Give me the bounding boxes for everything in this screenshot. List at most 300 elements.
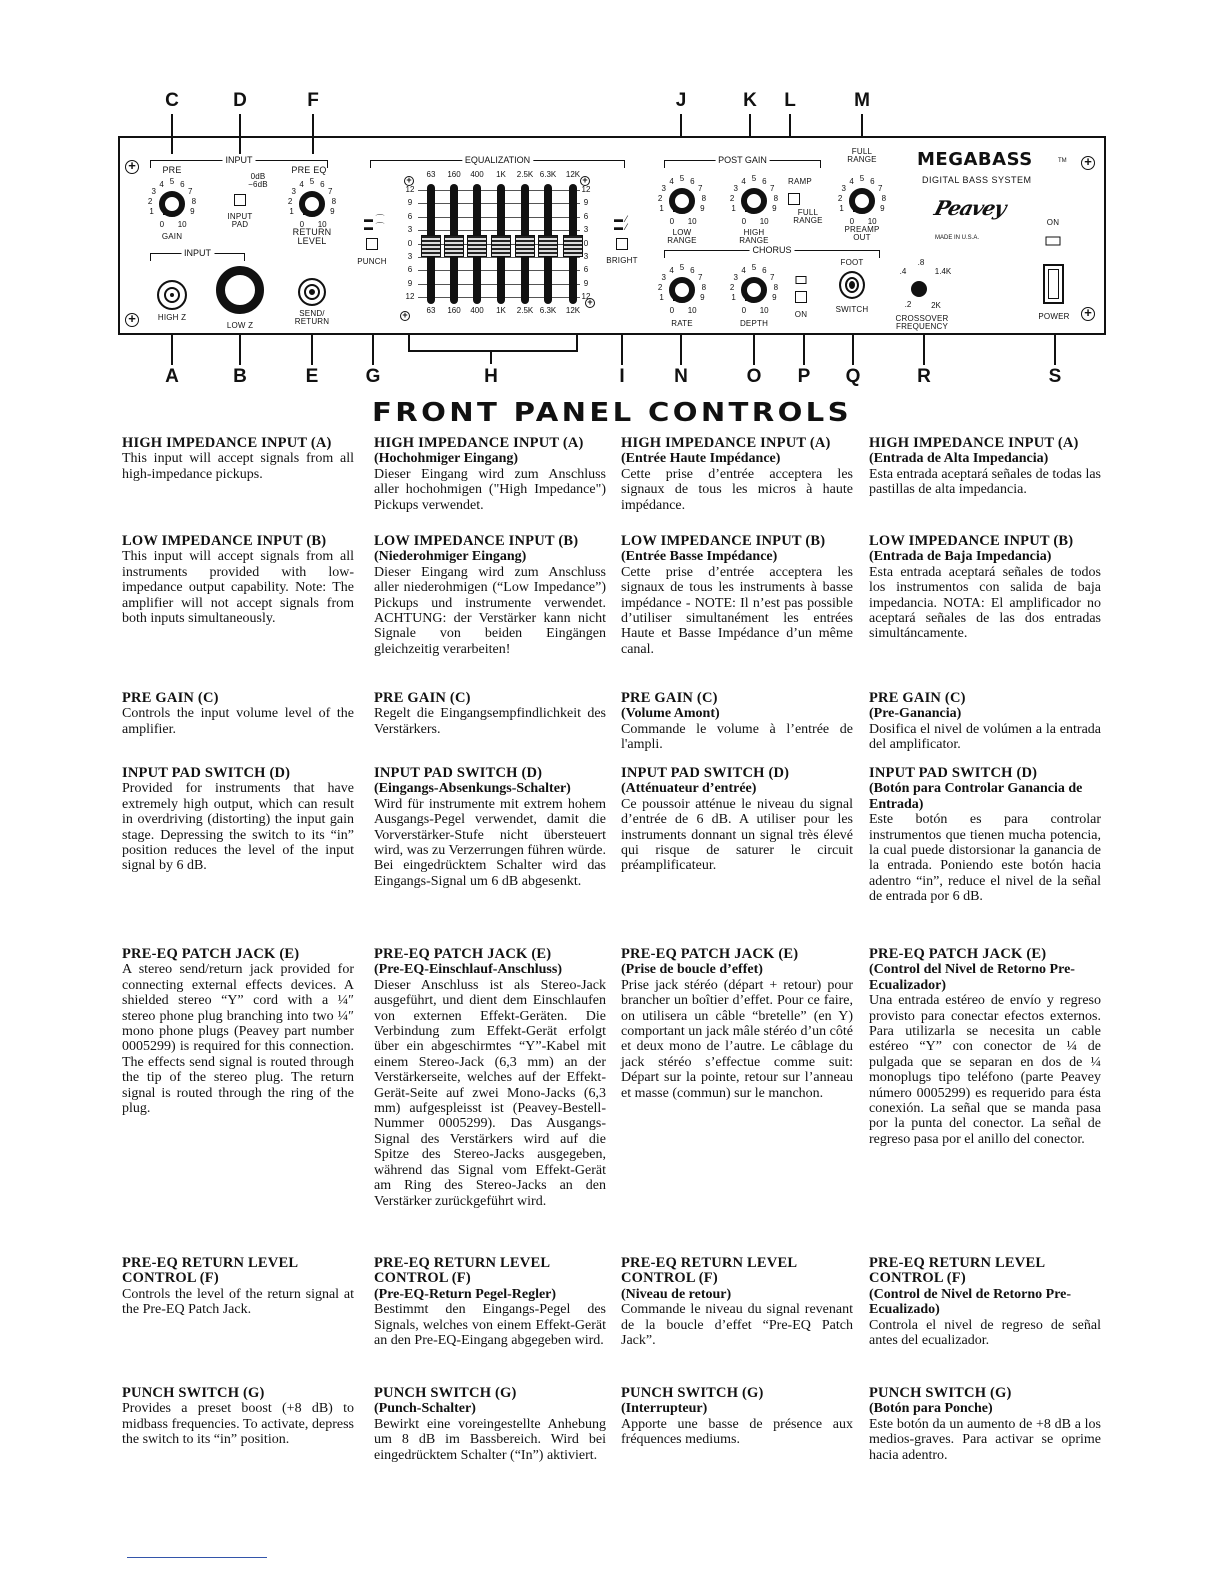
input-pad-switch[interactable] xyxy=(234,194,246,206)
eq-slider-160[interactable] xyxy=(444,235,464,257)
power-led xyxy=(1046,237,1061,246)
callout-m: M xyxy=(854,90,870,111)
knob-scale-label: 5 xyxy=(309,177,315,186)
knob-scale-label: 0 xyxy=(669,305,675,315)
description-subtitle: (Atténuateur d’entrée) xyxy=(621,781,757,797)
bright-switch[interactable] xyxy=(616,238,628,250)
preamp-out-knob[interactable] xyxy=(849,188,875,214)
knob-scale-label: 3 xyxy=(733,183,738,193)
knob-scale-label: 6 xyxy=(320,179,325,189)
power-label: POWER xyxy=(1038,312,1070,321)
leader-line xyxy=(372,335,374,365)
description-body: Bewirkt eine voreingestellte Anhebung um 8 dB im Bassbereich. Wird bei eingedrücktem Schalter (“In”) aktiviert. xyxy=(374,1416,606,1463)
eq-scale-label: 12 xyxy=(405,185,415,194)
knob-scale-label: 5 xyxy=(679,174,685,183)
knob-scale-label: 9 xyxy=(700,204,705,214)
eq-band-label: 6.3K xyxy=(539,170,557,179)
description-subtitle: (Niederohmiger Eingang) xyxy=(374,549,527,565)
description-body: Dosifica el nivel de volúmen a la entrada del amplificator. xyxy=(869,721,1101,753)
control-description xyxy=(621,1256,853,1348)
eq-band-label: 12K xyxy=(565,306,581,315)
knob-scale-label: 2 xyxy=(287,196,293,206)
description-title: INPUT PAD SWITCH (D) xyxy=(869,765,1038,781)
high-z-jack[interactable] xyxy=(157,280,187,310)
eq-scale-label: 12 xyxy=(581,185,591,194)
punch-curve-icon: ▬ ⌒ ▬ ⌒ xyxy=(364,214,385,232)
screw-icon: + xyxy=(125,160,139,174)
knob-scale-label: 3 xyxy=(291,186,296,196)
chorus-on-switch[interactable] xyxy=(795,291,807,303)
knob-scale-label: 2 xyxy=(729,282,735,292)
eq-slider-63[interactable] xyxy=(421,235,441,257)
eq-slider-2.5K[interactable] xyxy=(515,235,535,257)
description-body: Bestimmt den Eingangs-Pegel des Signals, welches von einem Effekt-Gerät an den Pre-EQ-Eingang abgegeben wird. xyxy=(374,1302,606,1349)
knob-scale-label: 4 xyxy=(159,179,164,189)
control-description xyxy=(122,691,354,737)
eq-slider-12K[interactable] xyxy=(563,235,583,257)
description-title: INPUT PAD SWITCH (D) xyxy=(122,765,291,781)
eq-band-label: 1K xyxy=(496,306,506,315)
control-description xyxy=(869,534,1101,642)
description-title: LOW IMPEDANCE INPUT (B) xyxy=(122,533,327,549)
crossover-scale-label: 1.4K xyxy=(934,267,952,276)
description-title: PUNCH SWITCH (G) xyxy=(869,1385,1012,1401)
knob-scale-label: 10 xyxy=(317,219,327,229)
return-level-label: RETURN LEVEL xyxy=(292,227,332,246)
description-title: PRE GAIN (C) xyxy=(621,690,718,706)
control-description xyxy=(122,1386,354,1448)
knob-scale-label: 5 xyxy=(679,263,685,272)
eq-slider-1K[interactable] xyxy=(491,235,511,257)
knob-scale-label: 1 xyxy=(731,293,736,303)
knob-scale-label: 4 xyxy=(669,265,674,275)
leader-line xyxy=(490,352,492,364)
leader-line xyxy=(680,335,682,365)
send-return-label: SEND/ RETURN xyxy=(294,309,330,326)
leader-line xyxy=(753,335,755,365)
punch-label: PUNCH xyxy=(357,257,387,266)
description-subtitle: (Botón para Controlar Ganancia de Entrada) xyxy=(869,781,1083,812)
rate-label: RATE xyxy=(671,319,693,328)
callout-g: G xyxy=(365,366,381,387)
knob-scale-label: 6 xyxy=(762,265,767,275)
description-title: PUNCH SWITCH (G) xyxy=(122,1385,265,1401)
description-title: PRE-EQ RETURN LEVEL CONTROL (F) xyxy=(122,1255,299,1287)
knob-scale-label: 1 xyxy=(659,204,664,214)
knob-scale-label: 1 xyxy=(149,207,154,217)
callout-k: K xyxy=(743,90,757,111)
description-subtitle: (Volume Amont) xyxy=(621,706,720,722)
foot-label: FOOT xyxy=(840,258,864,267)
knob-scale-label: 10 xyxy=(867,216,877,226)
description-body: Cette prise d’entrée acceptera les signaux de tous les micros à haute impédance. xyxy=(621,466,853,513)
knob-scale-label: 0 xyxy=(741,305,747,315)
knob-scale-label: 6 xyxy=(180,179,185,189)
full-range-switch-label: FULL RANGE xyxy=(793,208,823,225)
callout-a: A xyxy=(165,366,179,387)
leader-line xyxy=(749,114,751,138)
knob-scale-label: 3 xyxy=(151,186,156,196)
description-title: PRE-EQ PATCH JACK (E) xyxy=(122,946,300,962)
callout-n: N xyxy=(674,366,688,387)
control-description xyxy=(122,766,354,874)
knob-scale-label: 0 xyxy=(849,216,855,226)
control-description xyxy=(122,534,354,626)
description-subtitle: (Niveau de retour) xyxy=(621,1286,732,1302)
callout-h: H xyxy=(484,366,498,387)
crossover-scale-label: .4 xyxy=(899,267,907,276)
screw-icon: + xyxy=(585,298,595,308)
knob-scale-label: 7 xyxy=(188,186,193,196)
knob-scale-label: 10 xyxy=(687,305,697,315)
callout-q: Q xyxy=(845,366,861,387)
callout-r: R xyxy=(917,366,931,387)
page-title: FRONT PANEL CONTROLS xyxy=(372,398,852,428)
knob-scale-label: 7 xyxy=(698,272,703,282)
knob-scale-label: 6 xyxy=(690,176,695,186)
eq-band-label: 12K xyxy=(565,170,581,179)
knob-scale-label: 2 xyxy=(657,193,663,203)
callout-s: S xyxy=(1048,366,1062,387)
description-subtitle: (Hochohmiger Eingang) xyxy=(374,451,519,467)
control-description xyxy=(869,947,1101,1147)
control-description xyxy=(122,947,354,1116)
description-title: PUNCH SWITCH (G) xyxy=(621,1385,764,1401)
leader-line xyxy=(1054,335,1056,365)
knob-scale-label: 9 xyxy=(772,204,777,214)
power-on-label: ON xyxy=(1046,218,1060,227)
callout-e: E xyxy=(305,366,319,387)
leader-line xyxy=(171,335,173,365)
callout-o: O xyxy=(746,366,762,387)
ramp-full-range-switch[interactable] xyxy=(788,193,800,205)
knob-scale-label: 7 xyxy=(770,272,775,282)
leader-line xyxy=(239,335,241,365)
knob-scale-label: 2 xyxy=(837,193,843,203)
description-title: LOW IMPEDANCE INPUT (B) xyxy=(621,533,826,549)
eq-scale-label: 6 xyxy=(407,211,413,221)
pre-eq-return-level-knob[interactable] xyxy=(299,191,325,217)
control-description xyxy=(621,534,853,657)
description-body: Prise jack stéréo (départ + retour) pour brancher un boîtier d’effet. Pour ce faire, on utilisera un câble “bretelle” (en Y) comportant un jack mâle stéréo d’un côté et deux mono de l’autre. Le câblage du jack stéréo s’effectue comme suit: Départ sur la pointe, retour sur l’anneau et masse (commun) sur le manchon. xyxy=(621,977,853,1101)
post-gain-header xyxy=(664,155,821,168)
control-description xyxy=(621,1386,853,1448)
control-description xyxy=(621,947,853,1101)
eq-band-label: 2.5K xyxy=(516,306,534,315)
description-body: Provided for instruments that have extremely high output, which can result in overdriving (distorting) the input gain stage. Depressing the switch to its “in” position reduces the level of the input signal by 6 dB. xyxy=(122,781,354,874)
description-body: A stereo send/return jack provided for connecting external effects devices. A shielded stereo “Y” cord with a ¼″ stereo phone plug branching into two ¼″ mono phone plugs (Peavey part number 0005299) is required for this connection. The effects send signal is routed through the tip of the stereo plug. The return signal is routed through the ring of the plug. xyxy=(122,962,354,1117)
knob-scale-label: 3 xyxy=(733,272,738,282)
knob-scale-label: 0 xyxy=(741,216,747,226)
description-subtitle: (Pre-EQ-Einschlauf-Anschluss) xyxy=(374,962,562,978)
callout-c: C xyxy=(165,90,179,111)
description-body: Dieser Anschluss ist als Stereo-Jack ausgeführt, und dient dem Einschlaufen von externen Effekt-Geräten. Die Verbindung zum Effekt-Gerät erfolgt über ein abgeschirmtes “Y”-Kabel mit einem Stereo-Jack (6,3 mm) an der Verstärkerseite, welches auf der Effekt-Gerät-Seite auf zwei Mono-Jacks (6,3 mm) aufgespleisst ist (Peavey-Bestell-Nummer 0005299). Das Ausgangs-Signal des Verstärkers wird auf die Spitze des Stereo-Jacks ausgegeben, während das Signal vom Effekt-Gerät am Ring des Stereo-Jacks an den Verstärker zurückgeführt wird. xyxy=(374,977,606,1209)
knob-scale-label: 4 xyxy=(741,176,746,186)
knob-scale-label: 5 xyxy=(169,177,175,186)
knob-scale-label: 7 xyxy=(698,183,703,193)
knob-scale-label: 5 xyxy=(751,263,757,272)
depth-knob[interactable] xyxy=(741,277,767,303)
description-body: Regelt die Eingangsempfindlichkeit des Verstärkers. xyxy=(374,706,606,737)
description-subtitle: (Punch-Schalter) xyxy=(374,1401,476,1417)
eq-scale-label: 0 xyxy=(407,238,413,248)
knob-scale-label: 6 xyxy=(690,265,695,275)
eq-scale-label: 0 xyxy=(583,238,589,248)
knob-scale-label: 9 xyxy=(190,207,195,217)
knob-scale-label: 3 xyxy=(661,183,666,193)
crossover-knob[interactable] xyxy=(911,281,927,297)
eq-scale-label: 9 xyxy=(407,198,413,208)
knob-scale-label: 3 xyxy=(661,272,666,282)
description-body: Ce poussoir atténue le niveau du signal d’entrée de 6 dB. A utiliser pour les instruments donnant un signal très élevé qui risque de saturer le circuit préamplificateur. xyxy=(621,796,853,874)
description-title: PRE GAIN (C) xyxy=(122,690,219,706)
knob-scale-label: 9 xyxy=(880,204,885,214)
depth-label: DEPTH xyxy=(739,319,769,328)
knob-scale-label: 9 xyxy=(700,293,705,303)
knob-scale-label: 4 xyxy=(669,176,674,186)
leader-line xyxy=(311,335,313,365)
control-description xyxy=(122,1256,354,1318)
knob-scale-label: 1 xyxy=(289,207,294,217)
eq-scale-label: 12 xyxy=(581,292,591,302)
eq-band-label: 63 xyxy=(426,170,436,179)
leader-line xyxy=(923,335,925,365)
control-description xyxy=(374,766,606,889)
input-header-label: INPUT xyxy=(223,155,256,165)
screw-icon: + xyxy=(125,313,139,327)
knob-scale-label: 0 xyxy=(299,219,305,229)
description-title: PRE-EQ RETURN LEVEL CONTROL (F) xyxy=(621,1255,798,1287)
control-description xyxy=(621,766,853,874)
knob-scale-label: 10 xyxy=(759,216,769,226)
description-title: LOW IMPEDANCE INPUT (B) xyxy=(869,533,1074,549)
description-subtitle: (Control de Nivel de Retorno Pre-Ecualizado) xyxy=(869,1286,1072,1318)
input-jacks-header-label: INPUT xyxy=(181,248,214,258)
description-body: Provides a preset boost (+8 dB) to midbass frequencies. To activate, depress the switch to its “in” position. xyxy=(122,1401,354,1448)
knob-scale-label: 8 xyxy=(881,193,887,203)
description-subtitle: (Entrada de Baja Impedancia) xyxy=(869,549,1052,565)
bright-label: BRIGHT xyxy=(606,256,638,265)
knob-scale-label: 0 xyxy=(669,216,675,226)
knob-scale-label: 8 xyxy=(773,193,779,203)
knob-scale-label: 7 xyxy=(770,183,775,193)
eq-band-label: 2.5K xyxy=(516,170,534,179)
low-z-xlr-jack[interactable] xyxy=(216,266,264,314)
knob-scale-label: 8 xyxy=(773,282,779,292)
knob-scale-label: 4 xyxy=(741,265,746,275)
control-description xyxy=(374,1386,606,1463)
knob-scale-label: 3 xyxy=(841,183,846,193)
screw-icon: + xyxy=(1081,307,1095,321)
knob-scale-label: 5 xyxy=(751,174,757,183)
screw-icon: + xyxy=(400,311,410,321)
control-description xyxy=(374,691,606,737)
description-title: HIGH IMPEDANCE INPUT (A) xyxy=(869,435,1079,451)
eq-scale-label: 9 xyxy=(583,278,589,288)
knob-scale-label: 2 xyxy=(657,282,663,292)
control-description xyxy=(374,534,606,657)
description-body: Controls the input volume level of the amplifier. xyxy=(122,706,354,737)
knob-scale-label: 6 xyxy=(762,176,767,186)
low-z-label: LOW Z xyxy=(226,321,254,330)
eq-slider-400[interactable] xyxy=(467,235,487,257)
description-body: Una entrada estéreo de envío y regreso provisto para conectar efectos externos. Para utilizarla se necesita un cable estéreo “Y” con conector de ¼ de pulgada que se separan en dos de ¼ monoplugs tipo teléfono (parte Peavey número 0005299) es requerido para ésta conexión. La señal que se manda pasa por la punta del conector. La señal de regreso pasa por el anillo del conector. xyxy=(869,993,1101,1147)
input-pad-label: INPUT PAD xyxy=(227,212,253,229)
description-title: PRE-EQ RETURN LEVEL CONTROL (F) xyxy=(869,1255,1046,1287)
control-description xyxy=(374,1256,606,1348)
made-in-usa-label: MADE IN U.S.A. xyxy=(935,235,980,241)
crossover-scale-label: .8 xyxy=(917,258,925,267)
eq-scale-label: 3 xyxy=(583,252,589,261)
eq-band-label: 6.3K xyxy=(539,306,557,315)
eq-band-label: 400 xyxy=(470,306,484,315)
crossover-scale-label: 2K xyxy=(931,301,941,310)
knob-scale-label: 7 xyxy=(328,186,333,196)
callout-i: I xyxy=(619,366,625,387)
chorus-header xyxy=(664,245,880,258)
description-body: Cette prise d’entrée acceptera les signaux de tous les instruments à basse impédance - NOTE: Il n’est pas possible d’utiliser simultanément les entrées Haute et Basse Impédance d’un même canal. xyxy=(621,564,853,657)
high-range-label: HIGH RANGE xyxy=(739,228,769,245)
knob-scale-label: 8 xyxy=(701,282,707,292)
equalization-header xyxy=(370,155,625,168)
callout-p: P xyxy=(797,366,811,387)
knob-scale-label: 2 xyxy=(729,193,735,203)
description-title: PRE-EQ RETURN LEVEL CONTROL (F) xyxy=(374,1255,551,1287)
eq-band-label: 63 xyxy=(426,306,436,315)
eq-slider-6.3K[interactable] xyxy=(538,235,558,257)
knob-scale-label: 4 xyxy=(299,179,304,189)
trademark: TM xyxy=(1058,158,1067,164)
crossover-frequency-label: CROSSOVER FREQUENCY xyxy=(895,314,949,331)
knob-scale-label: 1 xyxy=(659,293,664,303)
knob-scale-label: 8 xyxy=(331,196,337,206)
description-title: PUNCH SWITCH (G) xyxy=(374,1385,517,1401)
eq-band-label: 400 xyxy=(470,170,484,179)
callout-j: J xyxy=(675,90,687,111)
digital-bass-system-label: DIGITAL BASS SYSTEM xyxy=(922,175,1032,185)
pre-eq-label: PRE EQ xyxy=(291,165,327,175)
control-description xyxy=(621,436,853,513)
description-body: Controls the level of the return signal at the Pre-EQ Patch Jack. xyxy=(122,1286,354,1318)
control-description xyxy=(374,947,606,1209)
pad-6db-label: −6dB xyxy=(248,180,268,189)
ramp-label: RAMP xyxy=(788,177,812,186)
peavey-logo: Peavey xyxy=(931,196,1009,220)
eq-scale-label: 9 xyxy=(407,278,413,288)
description-body: Wird für instrumente mit extrem hohem Ausgangs-Pegel verwendet, damit die Vorverstärker-Stufe nicht übersteuert wird, was zu Verzerrungen führen würde. Bei eingedrücktem Schalter wird das Eingangs-Signal um 6 dB abgesenkt. xyxy=(374,796,606,889)
description-subtitle: (Prise de boucle d’effet) xyxy=(621,962,763,978)
crossover-scale-label: .2 xyxy=(904,300,912,309)
high-range-knob[interactable] xyxy=(741,188,767,214)
screw-icon: + xyxy=(580,176,590,186)
description-body: Este botón es para controlar instrumentos que tienen mucha potencia, la cual puede distorsionar la ganancia de la entrada. Poniendo este botón hacia adentro “in”, reduce el nivel de la señal de entrada por 6 dB. xyxy=(869,812,1101,905)
leader-line xyxy=(789,114,791,138)
bright-curve-icon: ▬ ⁄ ▬ ⁄ xyxy=(614,214,628,232)
screw-icon: + xyxy=(404,176,414,186)
description-subtitle: (Eingangs-Absenkungs-Schalter) xyxy=(374,781,571,797)
eq-scale-label: 9 xyxy=(583,198,589,208)
eq-band-label: 160 xyxy=(447,170,461,179)
leader-line xyxy=(861,114,863,138)
description-title: HIGH IMPEDANCE INPUT (A) xyxy=(621,435,831,451)
pre-gain-knob[interactable] xyxy=(159,191,185,217)
low-range-label: LOW RANGE xyxy=(667,228,697,245)
description-body: Esta entrada aceptará señales de todos los instrumentos con salida de baja impedancia. NOTA: El amplificador no aceptará señales de las dos entradas simultáncamente. xyxy=(869,564,1101,642)
knob-scale-label: 2 xyxy=(147,196,153,206)
description-body: Este botón da un aumento de +8 dB a los medios-graves. Para activar se oprime hacia adentro. xyxy=(869,1416,1101,1463)
knob-scale-label: 0 xyxy=(159,219,165,229)
control-description xyxy=(869,766,1101,905)
rate-knob[interactable] xyxy=(669,277,695,303)
callout-f: F xyxy=(307,90,319,111)
power-switch[interactable] xyxy=(1043,264,1064,304)
description-body: This input will accept signals from all instruments provided with low-impedance output capability. Note: The amplifier will not accept signals from both inputs simultaneously. xyxy=(122,549,354,627)
knob-scale-label: 9 xyxy=(772,293,777,303)
knob-scale-label: 4 xyxy=(849,176,854,186)
send-return-jack[interactable] xyxy=(298,278,326,306)
description-body: Apporte une basse de présence aux fréquences mediums. xyxy=(621,1416,853,1448)
post-gain-label: POST GAIN xyxy=(715,155,770,165)
chorus-label: CHORUS xyxy=(749,245,794,255)
eq-band-label: 1K xyxy=(496,170,506,179)
leader-line xyxy=(680,114,682,138)
description-subtitle: (Botón para Ponche) xyxy=(869,1401,993,1417)
description-title: INPUT PAD SWITCH (D) xyxy=(374,765,543,781)
description-body: Controla el nivel de regreso de señal antes del ecualizador. xyxy=(869,1317,1101,1349)
description-body: Commande le volume à l’entrée de l'ampli. xyxy=(621,721,853,753)
knob-scale-label: 8 xyxy=(701,193,707,203)
control-description xyxy=(621,691,853,753)
description-title: HIGH IMPEDANCE INPUT (A) xyxy=(122,435,332,451)
description-body: Commande le niveau du signal revenant de la boucle d’effet “Pre-EQ Patch Jack”. xyxy=(621,1302,853,1349)
description-body: Dieser Eingang wird zum Anschluss aller hochohmigen ("High Impedance") Pickups verwendet. xyxy=(374,466,606,513)
low-range-knob[interactable] xyxy=(669,188,695,214)
eq-band-label: 160 xyxy=(447,306,461,315)
foot-switch-jack[interactable] xyxy=(839,271,865,299)
leader-line xyxy=(621,335,623,365)
description-title: INPUT PAD SWITCH (D) xyxy=(621,765,790,781)
description-body: This input will accept signals from all high-impedance pickups. xyxy=(122,451,354,482)
switch-label: SWITCH xyxy=(835,305,869,314)
description-title: PRE GAIN (C) xyxy=(374,690,471,706)
leader-line xyxy=(803,335,805,365)
description-subtitle: (Control del Nivel de Retorno Pre-Ecualizador) xyxy=(869,962,1075,993)
chorus-led xyxy=(796,276,807,284)
knob-scale-label: 10 xyxy=(687,216,697,226)
description-title: PRE-EQ PATCH JACK (E) xyxy=(869,946,1047,962)
eq-scale-label: 3 xyxy=(583,225,589,235)
pre-label: PRE xyxy=(162,165,182,175)
control-description xyxy=(869,1386,1101,1463)
description-title: PRE-EQ PATCH JACK (E) xyxy=(374,946,552,962)
knob-scale-label: 7 xyxy=(878,183,883,193)
leader-line xyxy=(852,335,854,365)
eq-scale-label: 6 xyxy=(583,211,589,221)
description-subtitle: (Pre-Ganancia) xyxy=(869,706,962,722)
preamp-out-label: PREAMP OUT xyxy=(844,225,880,242)
punch-switch[interactable] xyxy=(366,238,378,250)
description-title: LOW IMPEDANCE INPUT (B) xyxy=(374,533,579,549)
description-body: Esta entrada aceptará señales de todas las pastillas de alta impedancia. xyxy=(869,466,1101,498)
knob-scale-label: 6 xyxy=(870,176,875,186)
description-subtitle: (Interrupteur) xyxy=(621,1401,708,1417)
high-z-label: HIGH Z xyxy=(157,313,187,322)
description-title: PRE-EQ PATCH JACK (E) xyxy=(621,946,799,962)
knob-scale-label: 10 xyxy=(177,219,187,229)
full-range-label: FULL RANGE xyxy=(847,147,877,164)
megabass-logo: MEGABASS xyxy=(917,149,1033,170)
eq-scale-label: 12 xyxy=(405,292,415,302)
